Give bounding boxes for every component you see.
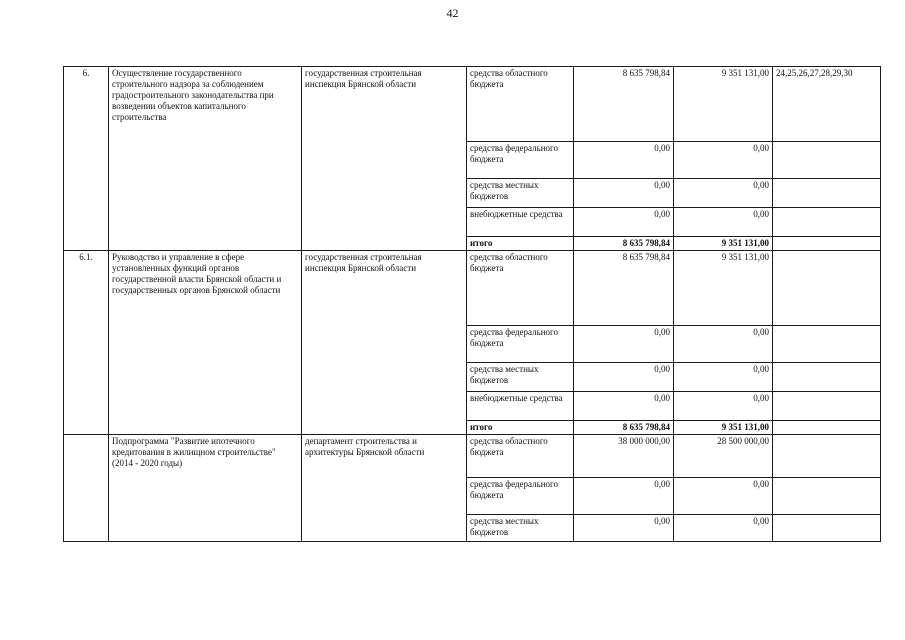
amount-cell: 0,00 — [674, 515, 773, 542]
amount-cell: 0,00 — [674, 142, 773, 179]
source-label: итого — [467, 237, 574, 251]
source-label: средства федерального бюджета — [467, 478, 574, 515]
indicator-codes — [773, 478, 881, 515]
indicator-codes: 24,25,26,27,28,29,30 — [773, 67, 881, 142]
measure-title: Подпрограмма "Развитие ипотечного кредитования в жилищном строительстве" (2014 - 2020 годы) — [109, 435, 302, 542]
amount-cell: 38 000 000,00 — [574, 435, 674, 478]
amount-cell: 0,00 — [674, 208, 773, 237]
indicator-codes — [773, 237, 881, 251]
executor: департамент строительства и архитектуры Брянской области — [302, 435, 467, 542]
amount-cell: 0,00 — [674, 363, 773, 392]
amount-cell: 8 635 798,84 — [574, 421, 674, 435]
indicator-codes — [773, 435, 881, 478]
amount-cell: 0,00 — [674, 478, 773, 515]
amount-cell: 0,00 — [574, 208, 674, 237]
amount-cell: 9 351 131,00 — [674, 67, 773, 142]
amount-cell: 9 351 131,00 — [674, 237, 773, 251]
amount-cell: 0,00 — [574, 392, 674, 421]
page-number: 42 — [446, 6, 459, 20]
source-label: средства областного бюджета — [467, 435, 574, 478]
indicator-codes — [773, 392, 881, 421]
indicator-codes — [773, 179, 881, 208]
amount-cell: 9 351 131,00 — [674, 251, 773, 326]
table-row — [64, 251, 881, 326]
amount-cell: 0,00 — [574, 515, 674, 542]
source-label: внебюджетные средства — [467, 208, 574, 237]
executor: государственная строительная инспекция Брянской области — [302, 251, 467, 435]
source-label: итого — [467, 421, 574, 435]
amount-cell: 9 351 131,00 — [674, 421, 773, 435]
amount-cell: 0,00 — [674, 326, 773, 363]
indicator-codes — [773, 251, 881, 326]
row-number — [64, 435, 109, 542]
source-label: средства местных бюджетов — [467, 363, 574, 392]
table-row — [64, 435, 881, 478]
amount-cell: 0,00 — [574, 179, 674, 208]
source-label: средства федерального бюджета — [467, 326, 574, 363]
source-label: средства областного бюджета — [467, 67, 574, 142]
source-label: средства местных бюджетов — [467, 515, 574, 542]
row-number: 6.1. — [64, 251, 109, 435]
amount-cell: 0,00 — [574, 478, 674, 515]
amount-cell: 0,00 — [574, 326, 674, 363]
amount-cell: 8 635 798,84 — [574, 251, 674, 326]
amount-cell: 0,00 — [574, 142, 674, 179]
executor: государственная строительная инспекция Брянской области — [302, 67, 467, 251]
source-label: внебюджетные средства — [467, 392, 574, 421]
amount-cell: 0,00 — [574, 363, 674, 392]
table-row — [64, 67, 881, 142]
indicator-codes — [773, 326, 881, 363]
amount-cell: 8 635 798,84 — [574, 67, 674, 142]
amount-cell: 8 635 798,84 — [574, 237, 674, 251]
indicator-codes — [773, 142, 881, 179]
indicator-codes — [773, 208, 881, 237]
source-label: средства федерального бюджета — [467, 142, 574, 179]
indicator-codes — [773, 363, 881, 392]
amount-cell: 28 500 000,00 — [674, 435, 773, 478]
amount-cell: 0,00 — [674, 392, 773, 421]
measure-title: Руководство и управление в сфере установленных функций органов государственной власти Брянской области и государственных органов Брянской области — [109, 251, 302, 435]
source-label: средства местных бюджетов — [467, 179, 574, 208]
amount-cell: 0,00 — [674, 179, 773, 208]
measure-title: Осуществление государственного строительного надзора за соблюдением градостроительного законодательства при возведении объектов капитального строительства — [109, 67, 302, 251]
row-number: 6. — [64, 67, 109, 251]
indicator-codes — [773, 421, 881, 435]
budget-table — [63, 66, 881, 542]
source-label: средства областного бюджета — [467, 251, 574, 326]
indicator-codes — [773, 515, 881, 542]
